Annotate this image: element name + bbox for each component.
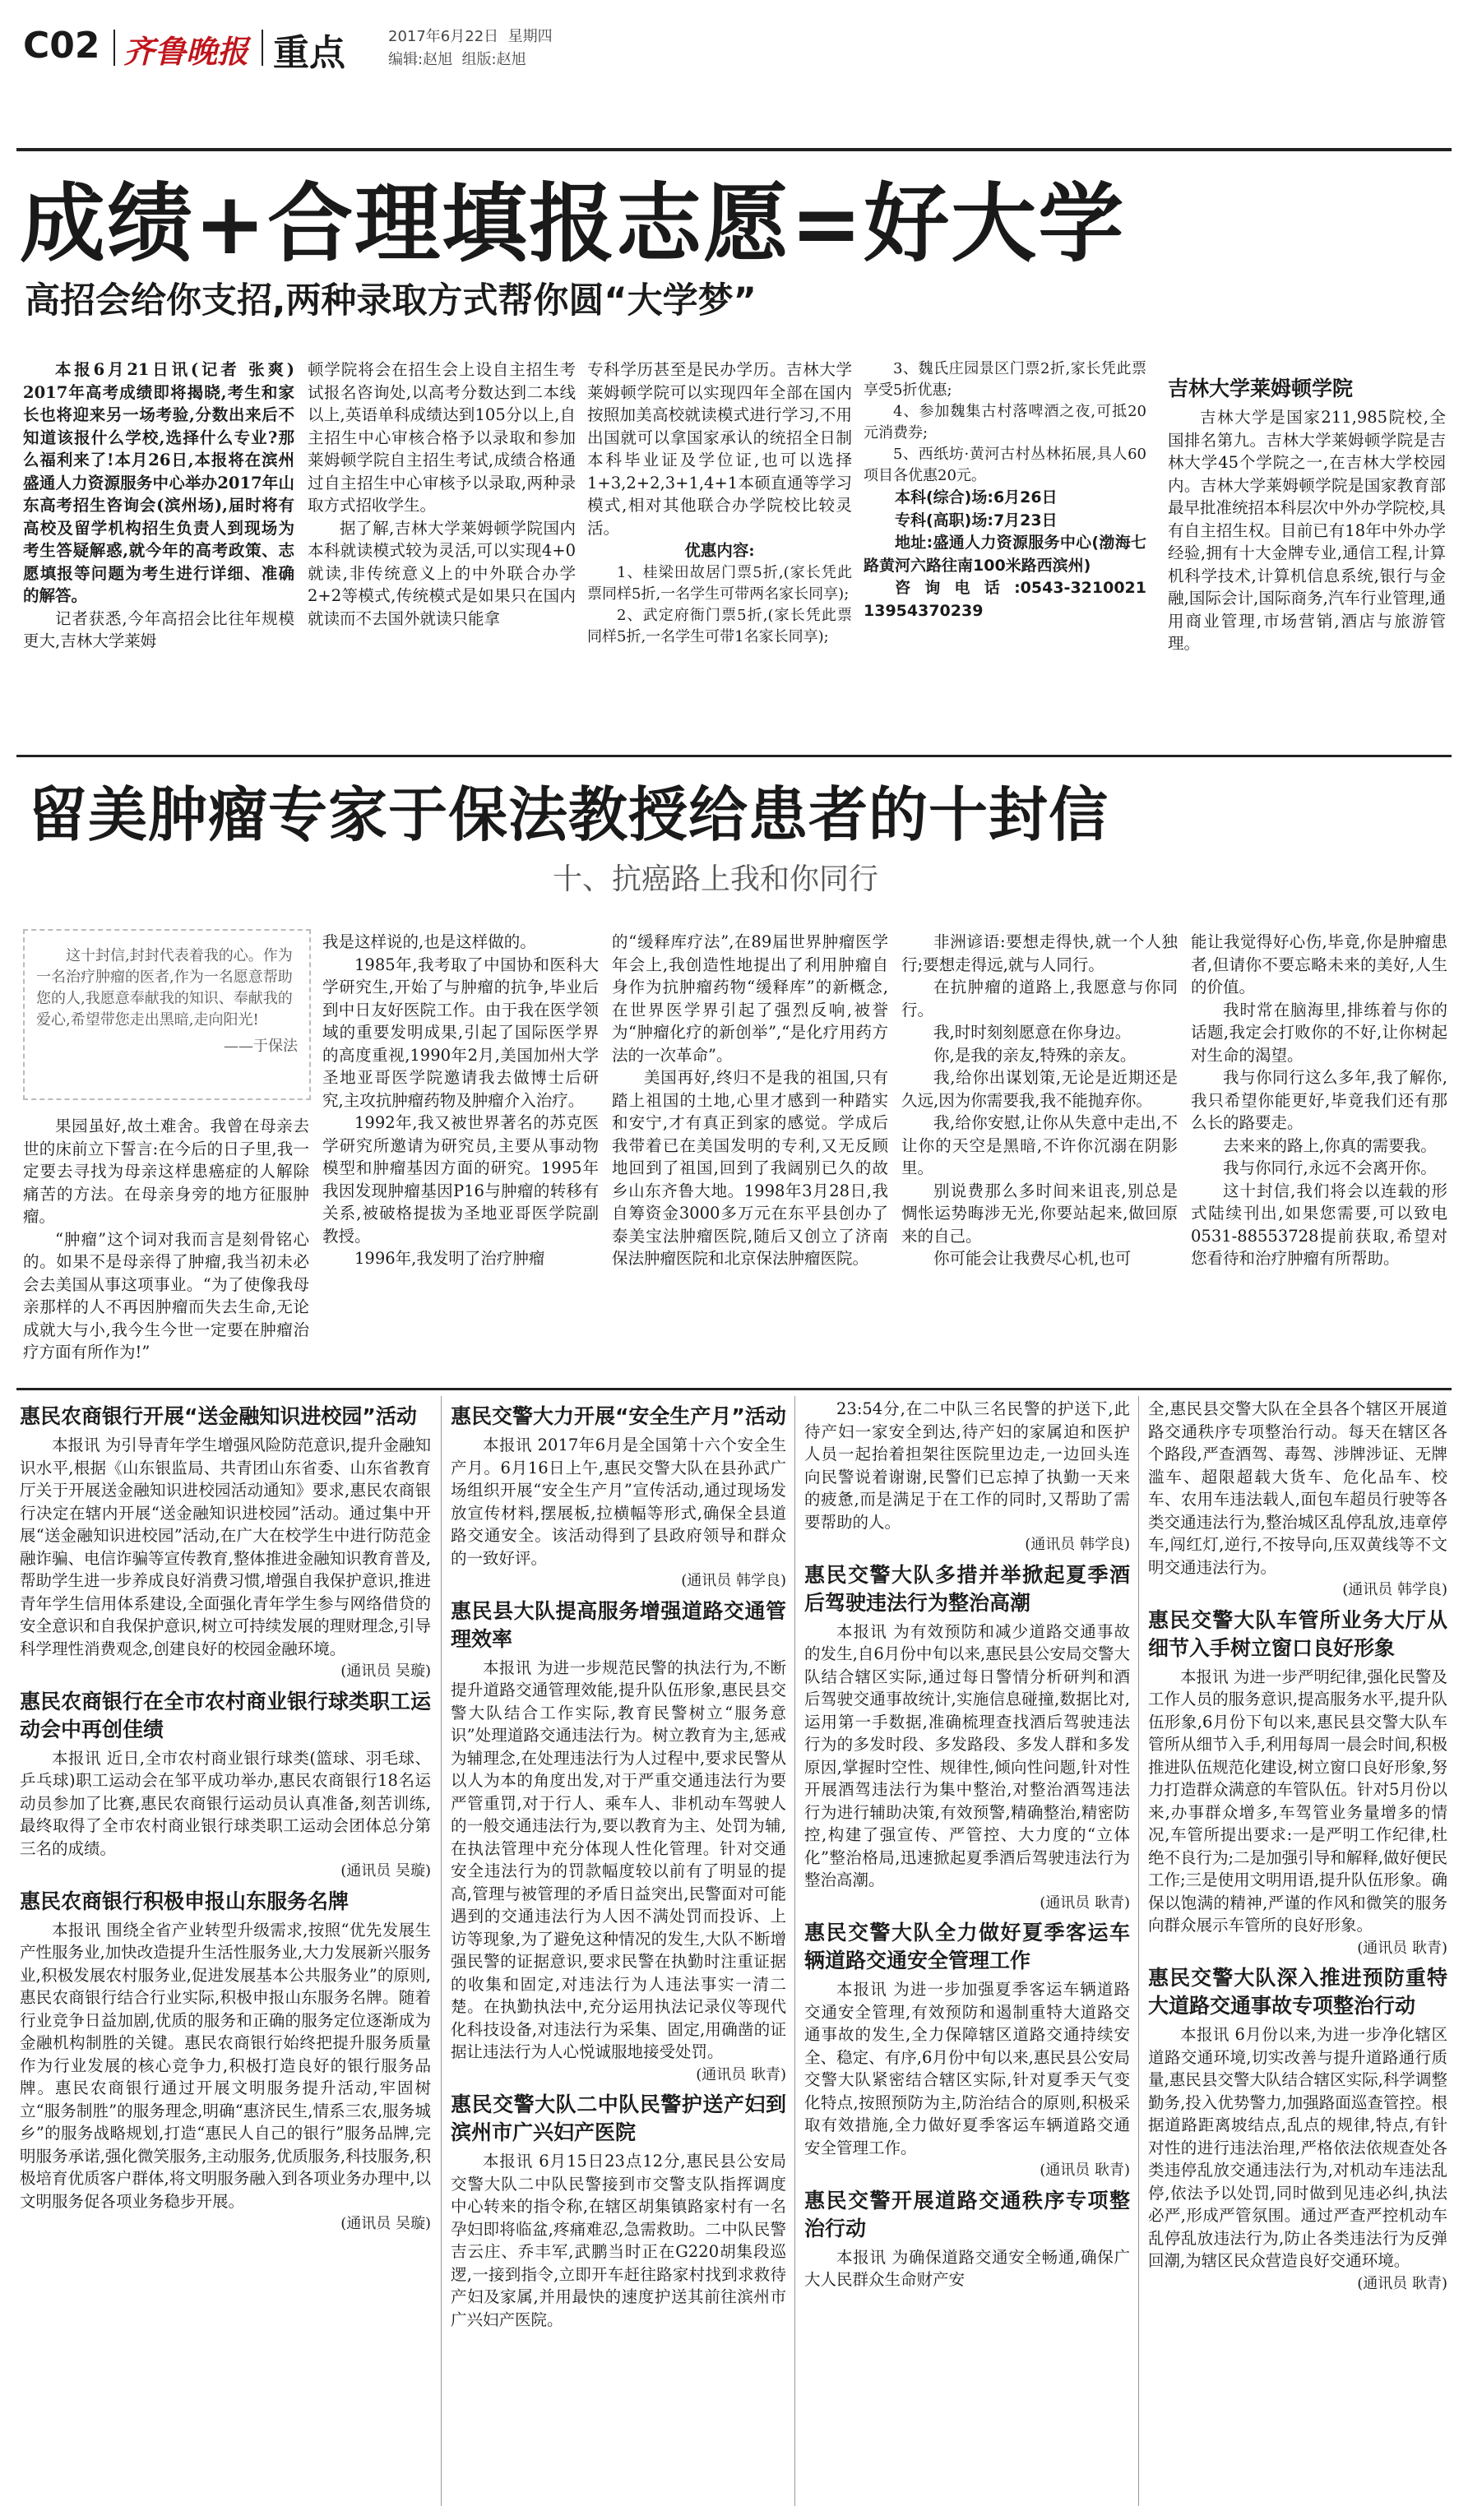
brief-title: 惠民交警大队全力做好夏季客运车辆道路交通安全管理工作 xyxy=(804,1921,1130,1972)
story1-col3 xyxy=(587,358,852,743)
story1-paragraph: 本报6月21日讯(记者 张爽) 2017年高考成绩即将揭晓,考生和家长也将迎来另一场考验,分数出来后不知道该报什么学校,选择什么专业?那么福利来了!本月26日,本报将在滨州盛通人力资源服务中心举办2017年山东高考招生咨询会(滨州场),届时将有高校及留学机构招生负责人到现场为考生答疑解惑,就今年的高考政策、志愿填报等问题为考生进行详细、准确的解答。 xyxy=(23,360,294,605)
masthead-divider xyxy=(113,30,115,66)
story2-paragraph: 能让我觉得好心伤,毕竟,你是肿瘤患者,但请你不要忘略未来的美好,人生的价值。 xyxy=(1191,932,1447,996)
brief-credit: (通讯员 耿青) xyxy=(1040,1893,1130,1912)
story2-paragraph: 别说费那么多时间来诅丧,别总是惆怅运势晦涉无光,你要站起来,做回原来的自己。 xyxy=(901,1181,1178,1246)
column-divider xyxy=(1138,1396,1139,2506)
story1-sidebar xyxy=(1168,370,1446,732)
story2-headline: 留美肿瘤专家于保法教授给患者的十封信 xyxy=(28,780,1109,849)
briefs-col3 xyxy=(804,1398,1130,2508)
brief-credit: (通讯员 耿青) xyxy=(1357,2274,1447,2292)
story2-paragraph: 我,给你出谋划策,无论是近期还是久远,因为你需要我,我不能抛弃你。 xyxy=(901,1068,1178,1110)
column-divider xyxy=(794,1396,795,2506)
offer-item: 4、参加魏集古村落啤酒之夜,可抵20元消费券; xyxy=(864,403,1146,442)
brief-credit: (通讯员 耿青) xyxy=(696,2065,786,2083)
briefs-col1 xyxy=(20,1398,431,2508)
sidebar-title: 吉林大学莱姆顿学院 xyxy=(1168,377,1354,400)
brief-credit: (通讯员 耿青) xyxy=(1040,2162,1130,2179)
masthead-divider xyxy=(262,30,263,66)
story2-paragraph: 这十封信,我们将会以连载的形式陆续刊出,如果您需要,可以致电0531-88553728提前获取,希望对您看待和治疗肿瘤有所帮助。 xyxy=(1191,1181,1447,1268)
story1-col4 xyxy=(864,358,1146,743)
story2-paragraph: “肿瘤”这个词对我而言是刻骨铭心的。如果不是母亲得了肿瘤,我当初未必会去美国从事这项事业。“为了使像我母亲那样的人不再因肿瘤而失去生命,无论成就大与小,我今生今世一定要在肿瘤治疗方面有所作为!” xyxy=(23,1229,309,1362)
story2-subhead: 十、抗癌路上我和你同行 xyxy=(553,862,879,896)
header-rule xyxy=(16,148,1452,151)
story2-paragraph: 1996年,我发明了治疗肿瘤 xyxy=(354,1249,545,1268)
event-phone: 咨询电话:0543-3210021 13954370239 xyxy=(864,579,1146,620)
brief-body: 本报讯 2017年6月是全国第十六个安全生产月。6月16日上午,惠民交警大队在县孙武广场组织开展“安全生产月”宣传活动,通过现场发放宣传材料,摆展板,拉横幅等形式,确保全县道路交通安全。该活动得到了县政府领导和群众的一致好评。 xyxy=(451,1436,786,1568)
story2-paragraph: 1992年,我又被世界著名的苏克医学研究所邀请为研究员,主要从事动物模型和肿瘤基因方面的研究。1995年我因发现肿瘤基因P16与肿瘤的转移有关系,被破格提拔为圣地亚哥医学院副教授。 xyxy=(322,1113,599,1246)
brief-credit: (通讯员 韩学良) xyxy=(1025,1536,1130,1553)
header-editor xyxy=(388,48,526,69)
story1-headline: 成绩+合理填报志愿=好大学 xyxy=(20,173,1126,274)
story1-rule xyxy=(16,755,1452,757)
story2-paragraph: 我与你同行这么多年,我了解你,我只希望你能更好,毕竟我们还有那么长的路要走。 xyxy=(1191,1068,1447,1132)
story2-paragraph: 美国再好,终归不是我的祖国,只有踏上祖国的土地,心里才感到一种踏实和安宁,才有真正到家的感觉。学成后我带着已在美国发明的专利,又无反顾地回到了祖国,回到了我阔别已久的故乡山东齐鲁大地。1998年3月28日,我自筹资金3000多万元在东平县创办了泰美宝法肿瘤医院,随后又创立了济南保法肿瘤医院和北京保法肿瘤医院。 xyxy=(612,1068,888,1268)
offer-item: 2、武定府衙门票5折,(家长凭此票同样5折,一名学生可带1名家长同享); xyxy=(587,606,852,645)
offer-item: 3、魏氏庄园景区门票2折,家长凭此票享受5折优惠; xyxy=(864,360,1146,399)
brief-body: 本报讯 为引导青年学生增强风险防范意识,提升金融知识水平,根据《山东银监局、共青团山东省委、山东省教育厅关于开展送金融知识进校园活动通知》要求,惠民农商银行决定在辖内开展“送金融知识进校园”活动。通过集中开展“送金融知识进校园”活动,在广大在校学生中进行防范金融诈骗、电信诈骗等宣传教育,整体推进金融知识教育普及,帮助学生进一步养成良好消费习惯,增强自我保护意识,推进青年学生信用体系建设,全面强化青年学生参与网络借贷的安全意识和自我保护意识,树立可持续发展的理财理念,引导科学理性消费观念,创建良好的校园金融环境。 xyxy=(20,1436,431,1658)
brief-title: 惠民交警大队车管所业务大厅从细节入手树立窗口良好形象 xyxy=(1148,1607,1447,1660)
brief-credit: (通讯员 吴璇) xyxy=(340,1862,431,1880)
brief-title: 惠民交警大力开展“安全生产月”活动 xyxy=(451,1404,786,1428)
brief-title: 惠民交警大队二中队民警护送产妇到滨州市广兴妇产医院 xyxy=(451,2092,786,2144)
story2-paragraph: 在抗肿瘤的道路上,我愿意与你同行。 xyxy=(901,978,1178,1020)
brief-body: 本报讯 为进一步加强夏季客运车辆道路交通安全管理,有效预防和遏制重特大道路交通事故的发生,全力保障辖区道路交通持续安全、稳定、有序,6月份中旬以来,惠民县公安局交警大队紧密结合辖区实际,针对夏季天气变化特点,按照预防为主,防治结合的原则,积极采取有效措施,全力做好夏季客运车辆道路交通安全管理工作。 xyxy=(804,1980,1130,2157)
paper-name: 齐鲁晚报 xyxy=(123,33,249,70)
offer-item: 1、桂梁田故居门票5折,(家长凭此票同样5折,一名学生可带两名家长同享); xyxy=(587,563,852,603)
brief-body: 本报讯 为进一步规范民警的执法行为,不断提升道路交通管理效能,提升队伍形象,惠民县交警大队结合工作实际,教育民警树立“服务意识”处理道路交通违法行为。树立教育为主,惩戒为辅理念,在处理违法行为人过程中,要求民警从以人为本的角度出发,对于严重交通违法行为要严管重罚,对于行人、乘车人、非机动车驾驶人的一般交通违法行为,要以教育为主、处罚为辅,在执法管理中充分体现人性化管理。针对交通安全违法行为的罚款幅度较以前有了明显的提高,管理与被管理的矛盾日益突出,民警面对可能遇到的交通违法行为人因不满处罚而投诉、上访等现象,为了避免这种情况的发生,大队不断增强民警的证据意识,要求民警在执勤时注重证据的收集和固定,对违法行为人违法事实一清二楚。在执勤执法中,充分运用执法记录仪等现代化科技设备,对违法行为采集、固定,用确凿的证据让违法行为人心悦诚服地接受处罚。 xyxy=(451,1658,786,2061)
story2-rule xyxy=(16,1388,1452,1390)
story2-col3 xyxy=(612,931,888,1378)
brief-body: 本报讯 围绕全省产业转型升级需求,按照“优先发展生产性服务业,加快改造提升生活性服务业,大力发展新兴服务业,积极发展农村服务业,促进发展基本公共服务业”的原则,惠民农商银行结合行业实际,积极申报山东服务名牌。随着行业竞争日益加剧,优质的服务和正确的服务定位逐渐成为金融机构制胜的关键。惠民农商银行始终把提升服务质量作为行业发展的核心竞争力,积极打造良好的银行服务品牌。惠民农商银行通过开展文明服务提升活动,牢固树立“服务制胜”的服务理念,明确“惠济民生,情系三农,服务城乡”的服务战略规划,打造“惠民人自己的银行”服务品牌,完明服务承诺,强化微笑服务,主动服务,优质服务,科技服务,积极培育优质客户群体,将文明服务融入到各项业务办理中,以文明服务促各项业务稳步开展。 xyxy=(20,1920,431,2211)
brief-title: 惠民农商银行积极申报山东服务名牌 xyxy=(20,1889,350,1913)
brief-body: 本报讯 6月份以来,为进一步净化辖区道路交通环境,切实改善与提升道路通行质量,惠民县交警大队结合辖区实际,科学调整勤务,投入优势警力,加强路面巡查管控。根据道路距离坡结点,乱点的规律,特点,有针对性的进行违法治理,严格依法依规查处各类违停乱放交通违法行为,对机动车违法乱停,依法予以处罚,同时做到见违必纠,执法必严,形成严管氛围。通过严查严控机动车乱停乱放违法行为,防止各类违法行为反弹回潮,为辖区民众营造良好交通环境。 xyxy=(1148,2025,1447,2270)
offer-title: 优惠内容: xyxy=(684,541,755,560)
brief-body: 本报讯 近日,全市农村商业银行球类(篮球、羽毛球、乒乓球)职工运动会在邹平成功举办,惠民农商银行18名运动员参加了比赛,惠民农商银行运动员认真准备,刻苦训练,最终取得了全市农村商业银行球类职工运动会团体总分第三名的成绩。 xyxy=(20,1748,431,1858)
brief-credit: (通讯员 韩学良) xyxy=(1342,1581,1447,1598)
brief-title: 惠民县大队提高服务增强道路交通管理效率 xyxy=(451,1598,786,1651)
story2-paragraph: 我时常在脑海里,排练着与你的话题,我定会打败你的不好,让你树起对生命的渴望。 xyxy=(1191,1000,1447,1065)
brief-body: 本报讯 为进一步严明纪律,强化民警及工作人员的服务意识,提高服务水平,提升队伍形象,6月份下旬以来,惠民县交警大队车管所从细节入手,利用每周一晨会时间,积极推进队伍规范化建设,树立窗口良好形象,努力打造群众满意的车管队伍。针对5月份以来,办事群众增多,车驾管业务量增多的情况,车管所提出要求:一是严明工作纪律,杜绝不良行为;二是加强引导和解释,做好便民工作;三是使用文明用语,提升队伍形象。确保以饱满的精神,严谨的作风和微笑的服务向群众展示车管所的良好形象。 xyxy=(1148,1667,1447,1935)
story2-paragraph: 你可能会让我费尽心机,也可 xyxy=(933,1249,1132,1268)
weekday: 星期四 xyxy=(507,28,553,45)
story1-paragraph: 专科学历甚至是民办学历。吉林大学莱姆顿学院可以实现四年全部在国内按照加美高校就读模式进行学习,不用出国就可以拿国家承认的统招全日制本科毕业证及学位证,也可以选择1+3,2+2,3+1,4+1本硕直通等学习模式,相对其他联合办学院校比较灵活。 xyxy=(587,360,852,538)
story2-paragraph: 你,是我的亲友,特殊的亲友。 xyxy=(933,1045,1137,1065)
brief-body: 本报讯 6月15日23点12分,惠民县公安局交警大队二中队民警接到市交警支队指挥调度中心转来的指令称,在辖区胡集镇路家村有一名孕妇即将临盆,疼痛难忍,急需救助。二中队民警吉云庄、乔丰军,武鹏当时正在G220胡集段巡逻,一接到指令,立即开车赶往路家村找到求救待产妇及家属,并用最快的速度护送其前往滨州市广兴妇产医院。 xyxy=(451,2152,786,2329)
section-title: 重点 xyxy=(273,32,345,74)
story1-col2 xyxy=(308,358,576,743)
offer-item: 5、西纸坊·黄河古村丛林拓展,具人60项目各优惠20元。 xyxy=(864,446,1146,484)
pullquote-text: 这十封信,封封代表着我的心。作为一名治疗肿瘤的医者,作为一名愿意帮助您的人,我愿意奉献我的知识、奉献我的爱心,希望带您走出黑暗,走向阳光! xyxy=(36,947,293,1029)
briefs-col2 xyxy=(451,1398,786,2508)
story2-paragraph: 果园虽好,故土难舍。我曾在母亲去世的床前立下誓言:在今后的日子里,我一定要去寻找为母亲这样患癌症的人解除痛苦的方法。在母亲身旁的地方征服肿瘤。 xyxy=(23,1117,309,1226)
story1-paragraph: 据了解,吉林大学莱姆顿学院国内本科就读模式较为灵活,可以实现4+0就读,非传统意义上的中外联合办学2+2等模式,传统模式是如果只在国内就读而不去国外就读只能拿 xyxy=(308,518,576,628)
brief-body: 全,惠民县交警大队在全县各个辖区开展道路交通秩序专项整治行动。每天在辖区各个路段,严查酒驾、毒驾、涉牌涉证、无牌滥车、超限超载大货车、危化品车、校车、农用车违法载人,面包车超员行驶等各类交通违法行为,整治城区乱停乱放,违章停车,闯红灯,逆行,不按导向,压双黄线等不文明交通违法行为。 xyxy=(1148,1399,1447,1577)
story1-paragraph: 记者获悉,今年高招会比往年规模更大,吉林大学莱姆 xyxy=(23,608,294,650)
story1-paragraph: 顿学院将会在招生会上设自主招生考试报名咨询处,以高考分数达到二本线以上,英语单科成绩达到105分以上,自主招生中心审核合格予以录取和参加莱姆顿学院自主招生考试,成绩合格通过自主招生中心审核予以录取,两种录取方式招收学生。 xyxy=(308,360,576,515)
event-address: 地址:盛通人力资源服务中心(渤海七路黄河六路往南100米路西滨州) xyxy=(864,534,1146,575)
column-divider xyxy=(441,1396,442,2506)
brief-credit: (通讯员 韩学良) xyxy=(681,1572,786,1589)
story1-subhead: 高招会给你支招,两种录取方式帮你圆“大学梦” xyxy=(25,280,757,321)
story2-paragraph: 去来来的路上,你真的需要我。 xyxy=(1223,1135,1437,1155)
editor-line: 编辑:赵旭 xyxy=(388,51,453,68)
story2-col1 xyxy=(23,1115,309,1378)
story2-paragraph: 非洲谚语:要想走得快,就一个人独行;要想走得远,就与人同行。 xyxy=(901,932,1178,974)
brief-title: 惠民交警开展道路交通秩序专项整治行动 xyxy=(804,2188,1130,2240)
story2-pullquote xyxy=(23,929,311,1100)
brief-title: 惠民交警大队多措并举掀起夏季酒后驾驶违法行为整治高潮 xyxy=(804,1562,1130,1615)
story2-paragraph: 我是这样说的,也是这样做的。 xyxy=(322,932,536,951)
layout-line: 组版:赵旭 xyxy=(461,51,526,68)
story2-paragraph: 的“缓释库疗法”,在89届世界肿瘤医学年会上,我创造性地提出了利用肿瘤自身作为抗肿瘤药物“缓释库”的新概念,在世界医学界引起了强烈反响,被誉为“肿瘤化疗的新创举”,“是化疗用药方法的一次革命”。 xyxy=(612,932,888,1065)
brief-title: 惠民农商银行在全市农村商业银行球类职工运动会中再创佳绩 xyxy=(20,1689,431,1741)
story2-paragraph: 我,时时刻刻愿意在你身边。 xyxy=(933,1023,1132,1042)
pullquote-sign: ——于保法 xyxy=(224,1038,298,1055)
brief-credit: (通讯员 吴璇) xyxy=(340,2215,431,2232)
brief-title: 惠民农商银行开展“送金融知识进校园”活动 xyxy=(20,1404,417,1428)
sidebar-body: 吉林大学是国家211,985院校,全国排名第九。吉林大学莱姆顿学院是吉林大学45个学院之一,在吉林大学校园内。吉林大学莱姆顿学院是国家教育部最早批准统招本科层次中外办学院校,具有自主招生权。目前已有18年中外办学经验,拥有十大金牌专业,通信工程,计算机科学技术,计算机信息系统,银行与金融,国际会计,国际商务,汽车行业管理,通用商业管理,市场营销,酒店与旅游管理。 xyxy=(1168,408,1446,653)
brief-title: 惠民交警大队深入推进预防重特大道路交通事故专项整治行动 xyxy=(1148,1966,1447,2018)
brief-credit: (通讯员 耿青) xyxy=(1357,1939,1447,1957)
brief-body: 本报讯 为确保道路交通安全畅通,确保广大人民群众生命财产安 xyxy=(804,2247,1130,2289)
story2-paragraph: 1985年,我考取了中国协和医科大学研究生,开始了与肿瘤的抗争,毕业后到中日友好医院工作。由于我在医学领域的重要发明成果,引起了国际医学界的高度重视,1990年2月,美国加州大学圣地亚哥医学院邀请我去做博士后研究,主攻抗肿瘤药物及肿瘤介入治疗。 xyxy=(322,955,599,1110)
story1-col1 xyxy=(23,358,294,743)
story2-col4 xyxy=(901,931,1178,1378)
event-date: 专科(高职)场:7月23日 xyxy=(895,511,1058,529)
briefs-col4 xyxy=(1148,1398,1447,2508)
story2-col5 xyxy=(1191,931,1447,1378)
brief-body: 23:54分,在二中队三名民警的护送下,此待产妇一家安全到达,待产妇的家属迫和医护人员一起抬着担架往医院里边走,一边回头连向民警说着谢谢,民警们已忘掉了执勤一天来的疲惫,而是满足于在工作的同时,又帮助了需要帮助的人。 xyxy=(804,1399,1130,1532)
story2-paragraph: 我,给你安慰,让你从失意中走出,不让你的天空是黑暗,不许你沉溺在阴影里。 xyxy=(901,1113,1178,1177)
event-date: 本科(综合)场:6月26日 xyxy=(895,488,1058,506)
story2-paragraph: 我与你同行,永远不会离开你。 xyxy=(1223,1158,1437,1177)
header-date xyxy=(388,25,553,46)
page-number: C02 xyxy=(23,25,100,67)
brief-body: 本报讯 为有效预防和减少道路交通事故的发生,自6月份中旬以来,惠民县公安局交警大队结合辖区实际,通过每日警情分析研判和酒后驾驶交通事故统计,实施信息碰撞,数据比对,运用第一手数据,准确梳理查找酒后驾驶违法行为的多发时段、多发路段、多发人群和多发原因,掌握时空性、规律性,倾向性问题,针对性开展酒驾违法行为集中整治,对整治酒驾违法行为进行辅助决策,有效预警,精确整治,精密防控,构建了强宣传、严管控、大力度的“立体化”整治格局,迅速掀起夏季酒后驾驶违法行为整治高潮。 xyxy=(804,1621,1130,1889)
date: 2017年6月22日 xyxy=(388,28,499,45)
brief-credit: (通讯员 吴璇) xyxy=(340,1662,431,1680)
story2-col2 xyxy=(322,931,599,1378)
